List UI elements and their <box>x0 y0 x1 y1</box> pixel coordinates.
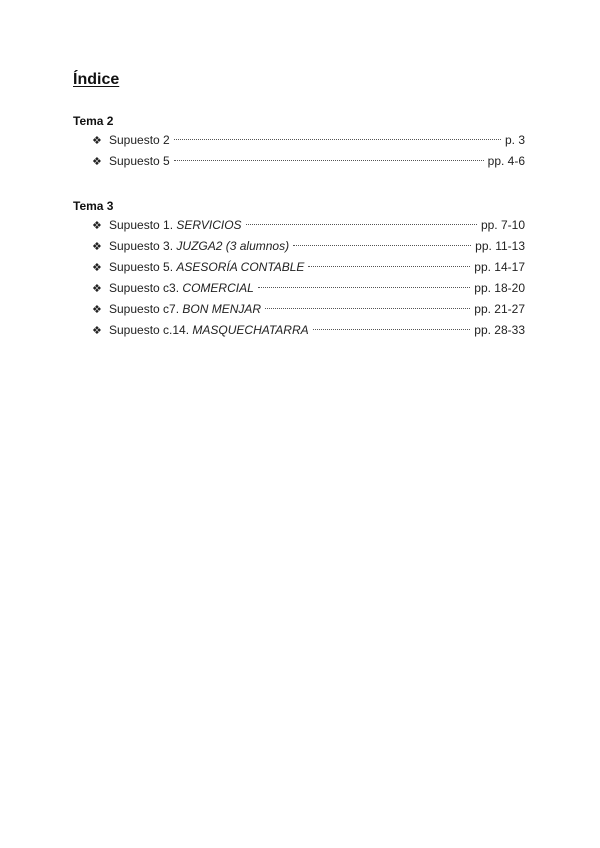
entry-prefix: Supuesto c.14. <box>109 323 190 337</box>
entry-label <box>109 215 242 236</box>
entry-pages: pp. 11-13 <box>475 239 525 253</box>
dot-leader <box>313 329 471 330</box>
entry-name: BON MENJAR <box>182 302 262 316</box>
dot-leader <box>174 160 484 161</box>
diamond-bullet-icon: ❖ <box>92 325 102 337</box>
toc-entry <box>73 278 525 299</box>
diamond-bullet-icon: ❖ <box>92 135 102 147</box>
toc-list <box>73 130 525 172</box>
section-tema-3 <box>73 197 525 341</box>
toc-entry <box>73 299 525 320</box>
entry-prefix: Supuesto 5. <box>109 260 174 274</box>
entry-pages: pp. 18-20 <box>474 281 525 295</box>
entry-pages: pp. 21-27 <box>474 302 525 316</box>
dot-leader <box>174 139 501 140</box>
dot-leader <box>265 308 470 309</box>
diamond-bullet-icon: ❖ <box>92 156 102 168</box>
entry-pages: pp. 4-6 <box>487 154 525 168</box>
entry-label <box>109 257 304 278</box>
diamond-bullet-icon: ❖ <box>92 241 102 253</box>
entry-prefix: Supuesto c7. <box>109 302 180 316</box>
entry-prefix: Supuesto c3. <box>109 281 180 295</box>
diamond-bullet-icon: ❖ <box>92 220 102 232</box>
entry-prefix: Supuesto 5 <box>109 154 170 168</box>
diamond-bullet-icon: ❖ <box>92 283 102 295</box>
toc-entry <box>73 151 525 172</box>
entry-name: ASESORÍA CONTABLE <box>176 260 305 274</box>
entry-pages: p. 3 <box>504 133 525 147</box>
section-heading: Tema 3 <box>73 199 114 213</box>
dot-leader <box>308 266 470 267</box>
index-title: Índice <box>73 71 120 88</box>
toc-entry <box>73 236 525 257</box>
toc-entry <box>73 320 525 341</box>
diamond-bullet-icon: ❖ <box>92 304 102 316</box>
section-tema-2 <box>73 112 525 172</box>
entry-label <box>109 278 254 299</box>
toc-entry <box>73 215 525 236</box>
entry-label <box>109 299 261 320</box>
dot-leader <box>293 245 471 246</box>
entry-pages: pp. 28-33 <box>474 323 525 337</box>
entry-label <box>109 320 309 341</box>
toc-list <box>73 215 525 341</box>
toc-entry <box>73 130 525 151</box>
entry-name: SERVICIOS <box>176 218 242 232</box>
entry-label <box>109 236 289 257</box>
entry-pages: pp. 14-17 <box>474 260 525 274</box>
entry-prefix: Supuesto 2 <box>109 133 170 147</box>
entry-prefix: Supuesto 3. <box>109 239 174 253</box>
entry-pages: pp. 7-10 <box>480 218 525 232</box>
entry-label <box>109 151 170 172</box>
dot-leader <box>258 287 471 288</box>
entry-name: MASQUECHATARRA <box>192 323 309 337</box>
toc-entry <box>73 257 525 278</box>
entry-name: JUZGA2 (3 alumnos) <box>176 239 290 253</box>
entry-label <box>109 130 170 151</box>
dot-leader <box>246 224 477 225</box>
diamond-bullet-icon: ❖ <box>92 262 102 274</box>
entry-prefix: Supuesto 1. <box>109 218 174 232</box>
entry-name: COMERCIAL <box>182 281 254 295</box>
section-heading: Tema 2 <box>73 114 114 128</box>
